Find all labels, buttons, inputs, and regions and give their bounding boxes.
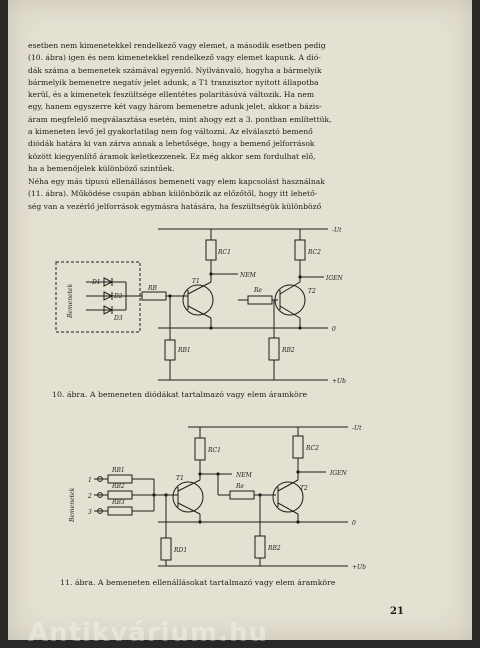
label-inputs: Bemenetek (67, 283, 74, 318)
label-rc2: RC2 (308, 249, 321, 256)
label-re: Re (236, 483, 245, 490)
label-d2: D2 (114, 293, 123, 300)
text-line: között kiegyenlítő áramok keletkezzenek. Ez még akkor sem fordulhat elő, (28, 151, 316, 161)
label-t1: T1 (176, 475, 184, 482)
label-ub: +Ub (352, 564, 366, 571)
resistor-rb3 (108, 507, 132, 515)
label-re: Re (254, 287, 263, 294)
label-igen: IGEN (326, 275, 343, 282)
text-line: bármelyik bemenetre negatív jelet adunk, a T1 tranzisztor nyitott állapotba (28, 77, 319, 87)
label-rb2-lower: RB2 (268, 545, 281, 552)
text-line: ha a bemenőjelek különböző szintűek. (28, 163, 175, 173)
label-rb2: RB2 (282, 347, 295, 354)
label-t2: T2 (300, 485, 308, 492)
label-zero: 0 (332, 326, 336, 333)
resistor-rb2 (108, 491, 132, 499)
resistor-rc2 (293, 436, 303, 458)
resistor-re (230, 491, 254, 499)
label-in1: 1 (88, 477, 92, 484)
text-line: (11. ábra). Működése csupán abban különbözik az előzőtől, hogy itt lehető- (28, 189, 318, 199)
label-inputs: Bemenetek (69, 487, 76, 522)
label-in3: 3 (88, 509, 92, 516)
text-line: Néha egy más típusú ellenállásos bemeneti vagy elem kapcsolást használnak (28, 177, 325, 186)
label-zero: 0 (352, 520, 356, 527)
resistor-rb2b (255, 536, 265, 558)
label-rc2: RC2 (306, 445, 319, 452)
resistor-rd1 (161, 538, 171, 560)
label-rd1: RD1 (174, 547, 188, 554)
text-line: áram megfelelő megválasztása esetén, mint ahogy ezt a 3. pontban említettük, (28, 114, 332, 124)
watermark: Antikvárium.hu (28, 618, 268, 648)
label-ub: +Ub (332, 378, 346, 385)
label-nem: NEM (240, 272, 256, 279)
label-d1: D1 (92, 279, 101, 286)
page-number: 21 (390, 606, 404, 617)
label-rc1: RC1 (218, 249, 231, 256)
text-line: diódák határa ki van zárva annak a lehetősége, hogy a bemenő jelforrások (28, 139, 315, 149)
label-in2: 2 (88, 493, 92, 500)
text-line: kerül, és a kimenetek feszültsége ellentétes polaritásúvá változik. Ha nem (28, 90, 315, 100)
text-line: egy, hanem egyszerre két vagy három bemenetre adunk jelet, akkor a bázis- (28, 102, 322, 112)
text-line: ség van a vezérlő jelforrások egymásra hatására, ha feszültségük különböző (28, 201, 322, 211)
label-rb: RB (148, 285, 157, 292)
resistor-rb1 (108, 475, 132, 483)
label-t2: T2 (308, 288, 316, 295)
label-ut: -Ut (332, 227, 342, 234)
text-line: esetben nem kimenetekkel rendelkező vagy elemet, a második esetben pedig (28, 41, 326, 50)
resistor-rc1 (195, 438, 205, 460)
book-page (8, 0, 472, 648)
figure-10-caption: 10. ábra. A bemeneten diódákat tartalmazó vagy elem áramköre (52, 390, 308, 399)
text-line: a kimeneten levő jel gyakorlatilag nem fog változni. Az elválasztó bemenő (28, 127, 313, 137)
label-t1: T1 (192, 278, 200, 285)
label-nem: NEM (236, 472, 252, 479)
label-ut: -Ut (352, 425, 362, 432)
label-rb1: RB1 (112, 467, 125, 474)
text-line: (10. ábra) igen és nem kimenetekkel rendelkező vagy elemet kapunk. A dió- (28, 53, 321, 63)
figure-11-caption: 11. ábra. A bemeneten ellenállásokat tartalmazó vagy elem áramköre (60, 578, 336, 587)
label-igen: IGEN (330, 470, 347, 477)
label-d3: D3 (114, 315, 123, 322)
label-rb3: RB3 (112, 499, 125, 506)
label-rb2: RB2 (112, 483, 125, 490)
label-rb1: RB1 (178, 347, 191, 354)
text-line: dák száma a bemenetek számával egyenlő. Nyilvánvaló, hogyha a bármelyik (28, 65, 322, 75)
figure-11-circuit (8, 0, 472, 640)
label-rc1: RC1 (208, 447, 221, 454)
